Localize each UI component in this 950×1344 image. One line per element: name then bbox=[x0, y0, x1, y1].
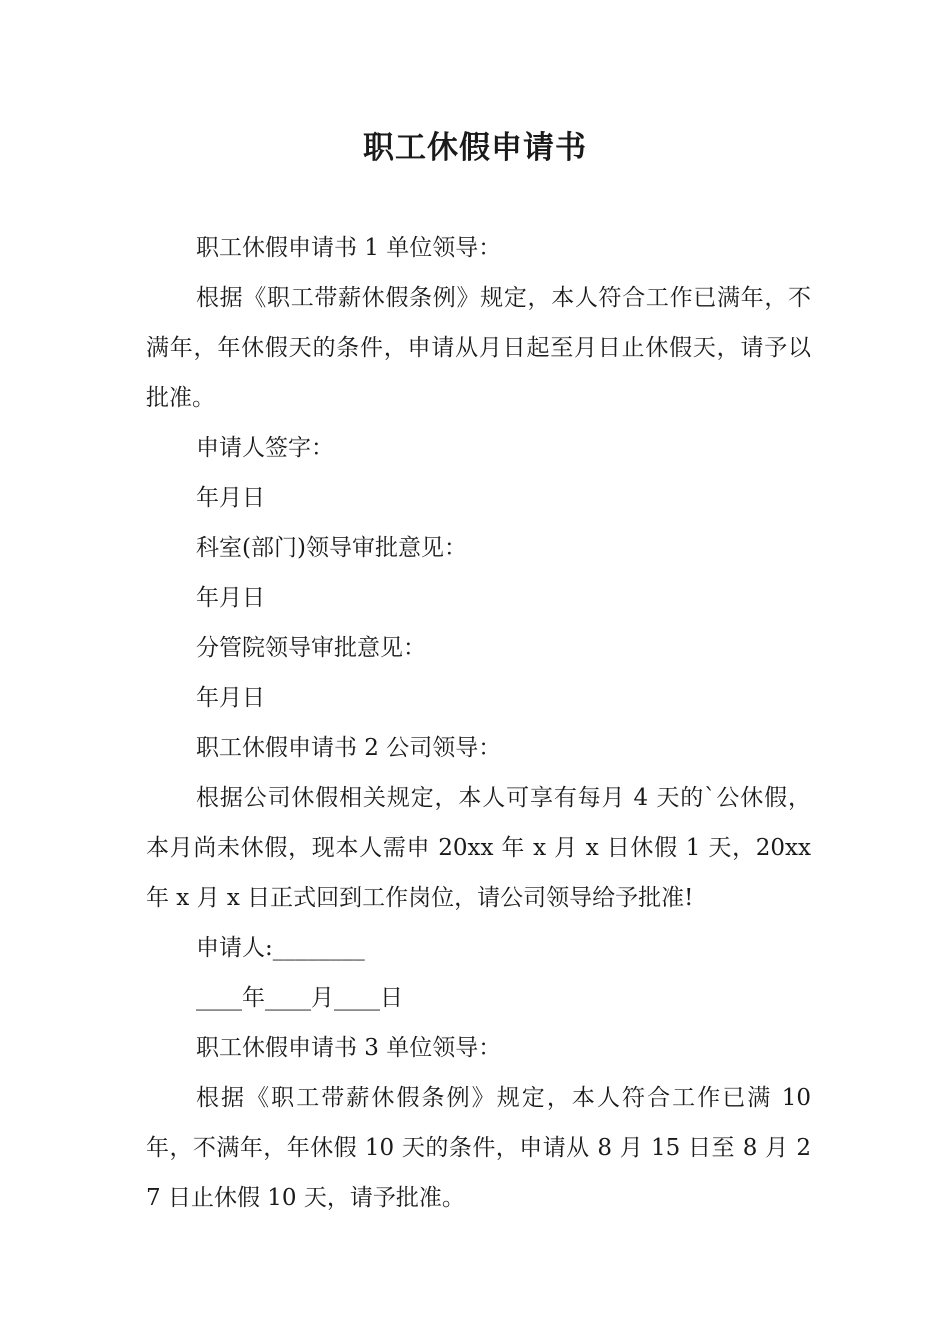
paragraph: 年月日 bbox=[196, 485, 265, 511]
paragraph: 科室(部门)领导审批意见： bbox=[196, 535, 467, 561]
document-title: 职工休假申请书 bbox=[363, 130, 587, 166]
paragraph: 根据公司休假相关规定，本人可享有每月 4 天的`公休假，本月尚未休假，现本人需申 20xx 年 x 月 x 日休假 1 天，20xx 年 x 月 x 日正式回到工作岗位，请公司领导给予批准! bbox=[146, 785, 811, 911]
paragraph: 申请人:________ bbox=[196, 935, 365, 961]
paragraph: 职工休假申请书 2 公司领导： bbox=[196, 735, 502, 761]
paragraph: 分管院领导审批意见： bbox=[196, 635, 426, 661]
paragraph: 年月日 bbox=[196, 685, 265, 711]
paragraph: 根据《职工带薪休假条例》规定，本人符合工作已满年，不满年，年休假天的条件，申请从月日起至月日止休假天，请予以批准。 bbox=[146, 285, 811, 411]
document-body bbox=[146, 223, 811, 1223]
paragraph: 职工休假申请书 3 单位领导： bbox=[196, 1035, 502, 1061]
paragraph: 职工休假申请书 1 单位领导： bbox=[196, 235, 502, 261]
paragraph: 根据《职工带薪休假条例》规定，本人符合工作已满 10 年，不满年，年休假 10 天的条件，申请从 8 月 15 日至 8 月 27 日止休假 10 天，请予批准。 bbox=[146, 1085, 811, 1211]
paragraph: 申请人签字： bbox=[196, 435, 334, 461]
paragraph: 年月日 bbox=[196, 585, 265, 611]
paragraph: ____年____月____日 bbox=[196, 985, 403, 1011]
